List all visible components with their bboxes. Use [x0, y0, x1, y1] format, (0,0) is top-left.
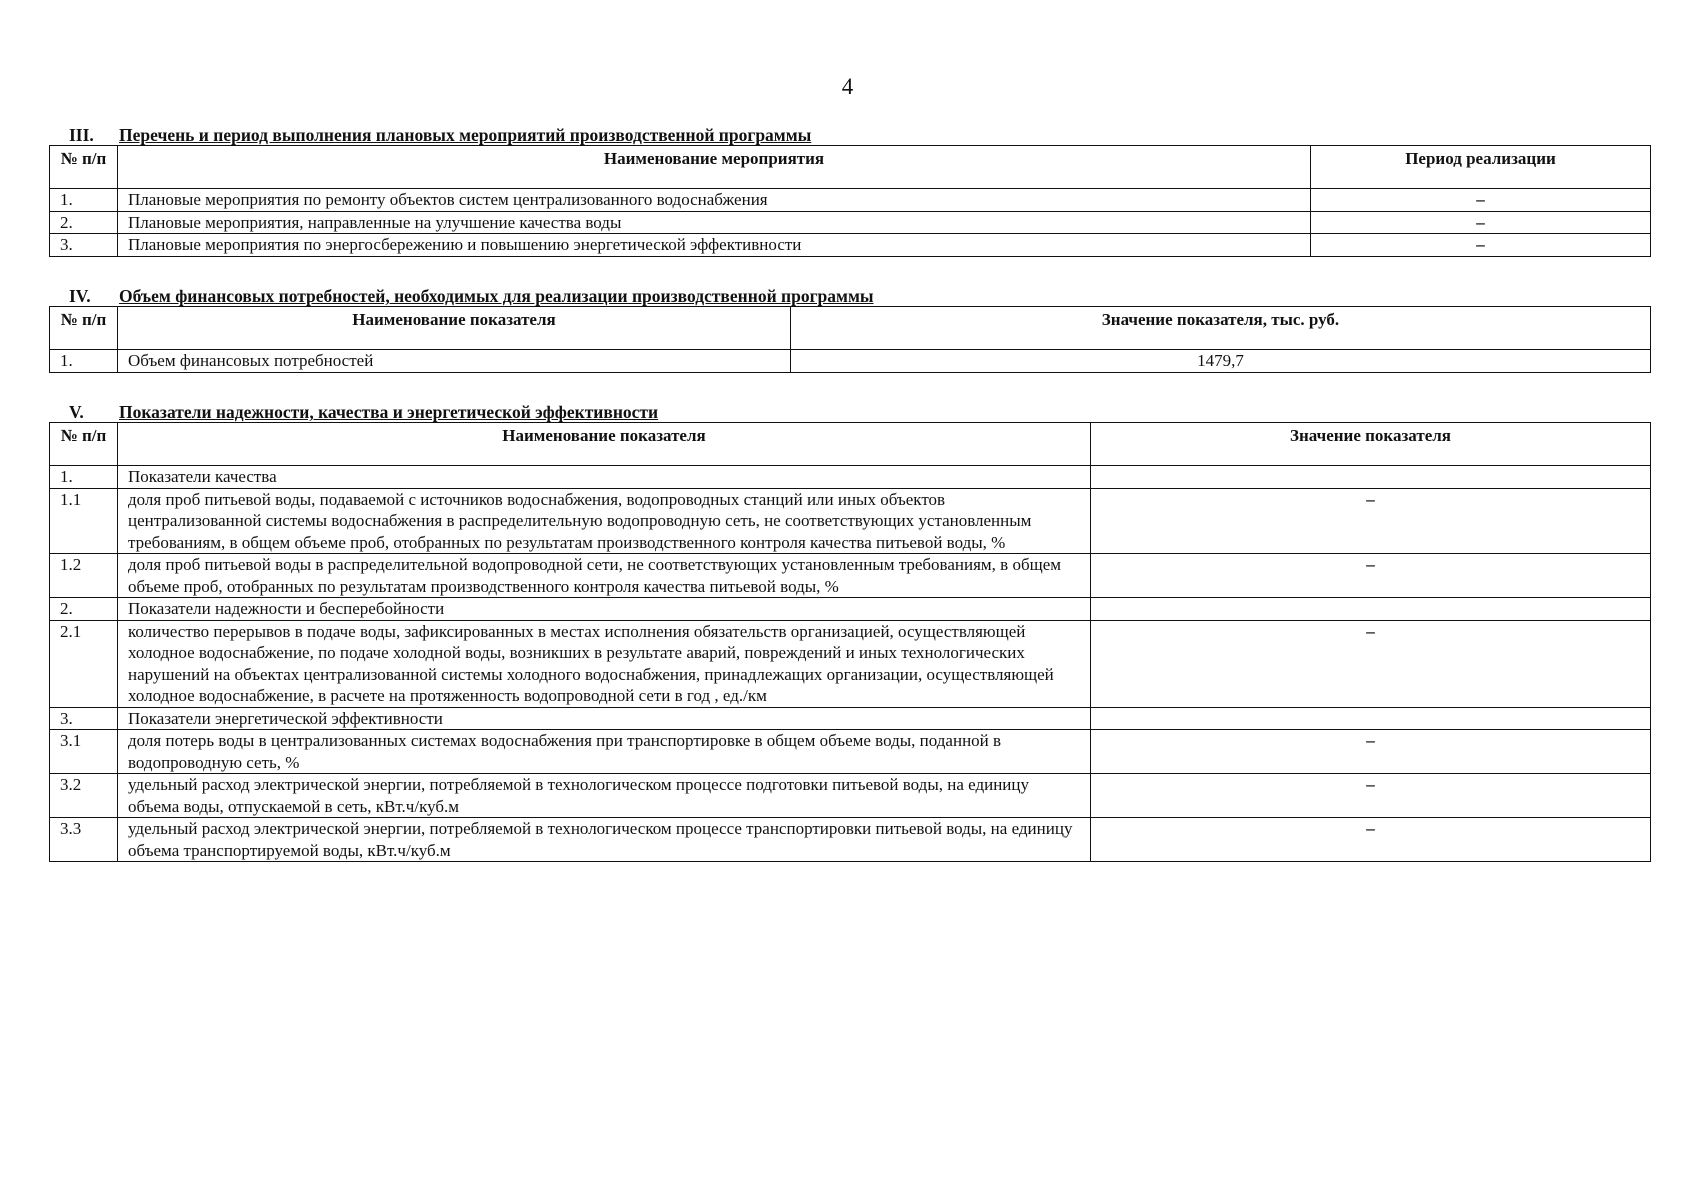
row-num: 3.2 [50, 774, 118, 818]
table-row [50, 466, 1651, 489]
table-row [50, 234, 1651, 257]
row-name: доля проб питьевой воды, подаваемой с источников водоснабжения, водопроводных станций или иных объектов централизованной системы водоснабжения в распределительную водопроводную сеть, не соответствующих установленным требованиям, в общем объеме проб, отобранных по результатам производственного контроля качества питьевой воды, % [118, 488, 1091, 554]
row-value: – [1091, 488, 1651, 554]
header-value: Значение показателя, тыс. руб. [791, 307, 1651, 350]
table-row [50, 350, 1651, 373]
row-num: 1. [50, 189, 118, 212]
row-value: – [1091, 620, 1651, 707]
row-value: – [1091, 554, 1651, 598]
row-num: 1. [50, 350, 118, 373]
section-title: Показатели надежности, качества и энергетической эффективности [119, 402, 659, 422]
row-num: 1.1 [50, 488, 118, 554]
section-heading [49, 286, 1650, 306]
row-name: удельный расход электрической энергии, потребляемой в технологическом процессе подготовки питьевой воды, на единицу объема воды, отпускаемой в сеть, кВт.ч/куб.м [118, 774, 1091, 818]
financial-table [49, 306, 1651, 373]
row-num: 3.3 [50, 818, 118, 862]
row-value [1091, 598, 1651, 621]
section-planned-activities [49, 125, 1650, 257]
table-header-row [50, 307, 1651, 350]
row-name: количество перерывов в подаче воды, зафиксированных в местах исполнения обязательств организацией, осуществляющей холодное водоснабжение, по подаче холодной воды, возникших в результате аварий, повреждений и иных технологических нарушений на объектах централизованной системы холодного водоснабжения, принадлежащих организации, осуществляющей холодное водоснабжение, в расчете на протяженность водопроводной сети в год , ед./км [118, 620, 1091, 707]
row-value: – [1091, 774, 1651, 818]
table-row [50, 488, 1651, 554]
table-row [50, 554, 1651, 598]
section-financial-needs [49, 286, 1650, 373]
section-number: IV. [69, 286, 91, 306]
header-num: № п/п [50, 307, 118, 350]
section-heading [49, 402, 1650, 422]
row-num: 1. [50, 466, 118, 489]
table-row [50, 189, 1651, 212]
row-period: – [1311, 189, 1651, 212]
row-name: Объем финансовых потребностей [118, 350, 791, 373]
header-num: № п/п [50, 146, 118, 189]
indicators-table [49, 422, 1651, 862]
section-number: V. [69, 402, 84, 422]
row-num: 3.1 [50, 730, 118, 774]
page-number: 4 [841, 74, 854, 99]
section-number: III. [69, 125, 94, 145]
row-name: доля проб питьевой воды в распределительной водопроводной сети, не соответствующих установленным требованиям, в общем объеме проб, отобранных по результатам производственного контроля качества питьевой воды, % [118, 554, 1091, 598]
table-row [50, 774, 1651, 818]
section-title: Перечень и период выполнения плановых мероприятий производственной программы [119, 125, 812, 145]
row-num: 3. [50, 234, 118, 257]
row-name: Показатели качества [118, 466, 1091, 489]
table-row [50, 707, 1651, 730]
row-name: Плановые мероприятия по ремонту объектов систем централизованного водоснабжения [118, 189, 1311, 212]
header-period: Период реализации [1311, 146, 1651, 189]
row-value: – [1091, 730, 1651, 774]
row-num: 2. [50, 211, 118, 234]
row-num: 3. [50, 707, 118, 730]
table-row [50, 620, 1651, 707]
row-num: 2.1 [50, 620, 118, 707]
table-header-row [50, 423, 1651, 466]
section-heading [49, 125, 1650, 145]
header-name: Наименование показателя [118, 423, 1091, 466]
table-row [50, 818, 1651, 862]
header-num: № п/п [50, 423, 118, 466]
header-name: Наименование показателя [118, 307, 791, 350]
row-period: – [1311, 211, 1651, 234]
row-name: Показатели энергетической эффективности [118, 707, 1091, 730]
row-name: удельный расход электрической энергии, потребляемой в технологическом процессе транспортировки питьевой воды, на единицу объема транспортируемой воды, кВт.ч/куб.м [118, 818, 1091, 862]
row-name: доля потерь воды в централизованных системах водоснабжения при транспортировке в общем объеме воды, поданной в водопроводную сеть, % [118, 730, 1091, 774]
table-header-row [50, 146, 1651, 189]
row-value: – [1091, 818, 1651, 862]
row-period: – [1311, 234, 1651, 257]
row-name: Показатели надежности и бесперебойности [118, 598, 1091, 621]
activities-table [49, 145, 1651, 257]
section-indicators [49, 402, 1650, 862]
row-value [1091, 707, 1651, 730]
row-value [1091, 466, 1651, 489]
row-name: Плановые мероприятия по энергосбережению и повышению энергетической эффективности [118, 234, 1311, 257]
row-value: 1479,7 [791, 350, 1651, 373]
table-row [50, 211, 1651, 234]
header-name: Наименование мероприятия [118, 146, 1311, 189]
header-value: Значение показателя [1091, 423, 1651, 466]
table-row [50, 730, 1651, 774]
row-name: Плановые мероприятия, направленные на улучшение качества воды [118, 211, 1311, 234]
row-num: 2. [50, 598, 118, 621]
table-row [50, 598, 1651, 621]
row-num: 1.2 [50, 554, 118, 598]
section-title: Объем финансовых потребностей, необходимых для реализации производственной программы [119, 286, 874, 306]
